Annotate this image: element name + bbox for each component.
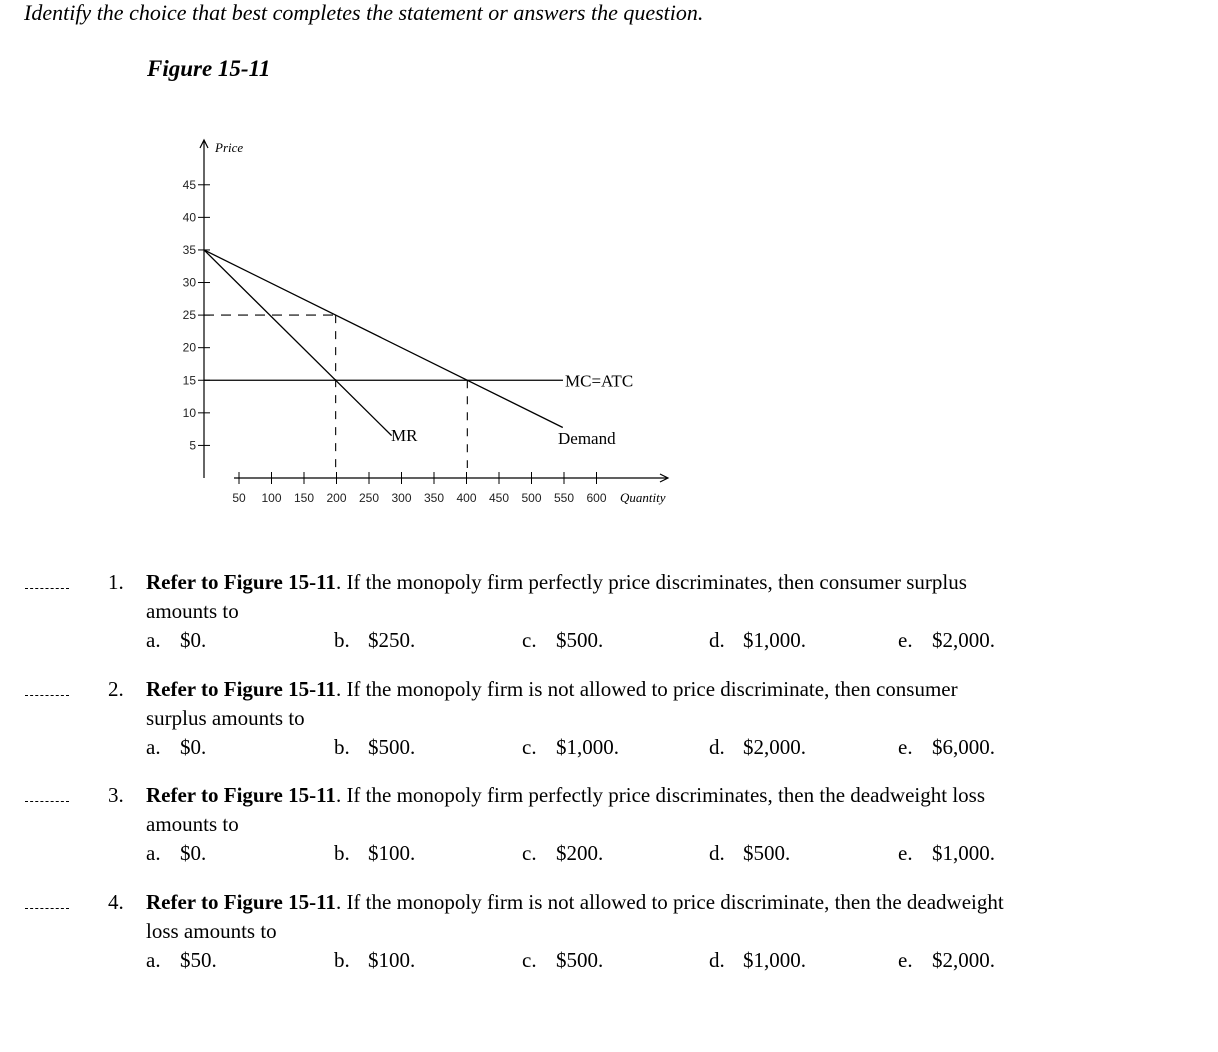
choice-e[interactable] (898, 841, 995, 866)
choice-text: $1,000. (743, 628, 806, 652)
choice-text: $1,000. (932, 841, 995, 865)
question-number: 1. (108, 570, 124, 594)
question-number: 3. (108, 783, 124, 807)
choice-text: $100. (368, 948, 416, 972)
x-tick-label: 150 (293, 491, 315, 505)
x-tick-label: 200 (326, 491, 347, 505)
y-tick-label: 35 (182, 242, 196, 257)
choice-text: $0. (180, 735, 207, 759)
choice-e[interactable] (898, 735, 995, 760)
choice-text: $500. (556, 628, 604, 652)
question-text (146, 890, 1004, 915)
choice-letter: b. (334, 841, 350, 865)
x-tick-label: 400 (456, 491, 477, 505)
x-tick-label: 100 (261, 491, 282, 505)
choice-d[interactable] (709, 735, 806, 760)
x-tick-label: 250 (358, 491, 380, 505)
choice-letter: a. (146, 948, 161, 972)
choice-a[interactable] (146, 735, 206, 760)
choice-letter: c. (522, 735, 537, 759)
demand-line (204, 250, 563, 428)
choice-e[interactable] (898, 628, 995, 653)
x-tick-label: 450 (488, 491, 510, 505)
answer-blank[interactable] (25, 801, 69, 802)
choice-text: $500. (743, 841, 791, 865)
mr-label: MR (391, 426, 418, 445)
choice-letter: e. (898, 841, 913, 865)
question-number: 2. (108, 677, 124, 701)
choice-c[interactable] (522, 841, 603, 866)
answer-blank[interactable] (25, 695, 69, 696)
y-tick-label: 45 (182, 177, 196, 192)
choice-text: $200. (556, 841, 604, 865)
x-tick-label: 500 (521, 491, 542, 505)
y-tick-label: 40 (182, 210, 196, 225)
question-number: 4. (108, 890, 124, 914)
choice-letter: b. (334, 628, 350, 652)
choice-text: $500. (368, 735, 416, 759)
choice-letter: c. (522, 628, 537, 652)
choice-letter: b. (334, 948, 350, 972)
x-axis-label: Quantity (620, 490, 666, 505)
choice-text: $0. (180, 628, 207, 652)
mc-atc-label: MC=ATC (565, 371, 634, 391)
choice-letter: a. (146, 735, 161, 759)
choice-text: $2,000. (743, 735, 806, 759)
choice-c[interactable] (522, 948, 603, 973)
choice-d[interactable] (709, 841, 790, 866)
choice-letter: c. (522, 948, 537, 972)
question-text-rest: . If the monopoly firm is not allowed to price discriminate, then consumer (335, 677, 958, 701)
x-tick-label: 600 (586, 491, 607, 505)
y-tick-label: 20 (182, 340, 196, 355)
choice-a[interactable] (146, 841, 206, 866)
choice-text: $250. (368, 628, 416, 652)
question-text (146, 570, 967, 595)
choice-letter: e. (898, 628, 913, 652)
choice-letter: d. (709, 948, 725, 972)
choice-letter: a. (146, 628, 161, 652)
choice-c[interactable] (522, 735, 619, 760)
choice-letter: a. (146, 841, 161, 865)
choice-text: $50. (180, 948, 217, 972)
y-tick-label: 25 (182, 308, 196, 323)
y-tick-label: 15 (182, 373, 196, 388)
choice-e[interactable] (898, 948, 995, 973)
answer-blank[interactable] (25, 588, 69, 589)
choice-b[interactable] (334, 841, 415, 866)
instructions: Identify the choice that best completes the statement or answers the question. (24, 0, 704, 25)
y-tick-label: 5 (189, 438, 196, 453)
answer-blank[interactable] (25, 908, 69, 909)
choice-b[interactable] (334, 948, 415, 973)
x-tick-label: 350 (423, 491, 445, 505)
question-text-line2: amounts to (146, 812, 239, 836)
question-text-line2: surplus amounts to (146, 706, 305, 730)
choice-letter: d. (709, 841, 725, 865)
choice-text: $6,000. (932, 735, 995, 759)
choice-d[interactable] (709, 948, 806, 973)
y-tick-label: 30 (182, 275, 196, 290)
mr-line (204, 250, 392, 436)
question-text (146, 783, 985, 808)
question-text-line2: amounts to (146, 599, 239, 623)
choice-letter: d. (709, 628, 725, 652)
choice-letter: c. (522, 841, 537, 865)
y-tick-label: 10 (182, 405, 196, 420)
x-tick-label: 300 (391, 491, 412, 505)
choice-text: $1,000. (743, 948, 806, 972)
question-text-line2: loss amounts to (146, 919, 277, 943)
question-text-rest: . If the monopoly firm perfectly price discriminates, then the deadweight loss (335, 783, 985, 807)
x-tick-label: 50 (232, 491, 246, 505)
figure-reference: Refer to Figure 15-11 (146, 677, 336, 701)
figure-reference: Refer to Figure 15-11 (146, 890, 336, 914)
question-text-rest: . If the monopoly firm perfectly price discriminates, then consumer surplus (335, 570, 967, 594)
question-text-rest: . If the monopoly firm is not allowed to price discriminate, then the deadweight (335, 890, 1004, 914)
choice-text: $2,000. (932, 948, 995, 972)
question-text (146, 677, 958, 702)
choice-b[interactable] (334, 735, 415, 760)
choice-text: $100. (368, 841, 416, 865)
choice-text: $2,000. (932, 628, 995, 652)
y-axis-label: Price (215, 140, 244, 155)
choice-text: $500. (556, 948, 604, 972)
choice-text: $1,000. (556, 735, 619, 759)
figure-reference: Refer to Figure 15-11 (146, 783, 336, 807)
choice-c[interactable] (522, 628, 603, 653)
choice-a[interactable] (146, 628, 206, 653)
choice-d[interactable] (709, 628, 806, 653)
choice-b[interactable] (334, 628, 415, 653)
choice-a[interactable] (146, 948, 217, 973)
demand-label: Demand (558, 429, 616, 448)
x-tick-label: 550 (553, 491, 575, 505)
figure-title: Figure 15-11 (147, 56, 271, 81)
choice-letter: e. (898, 948, 913, 972)
choice-text: $0. (180, 841, 207, 865)
choice-letter: b. (334, 735, 350, 759)
choice-letter: d. (709, 735, 725, 759)
choice-letter: e. (898, 735, 913, 759)
figure-reference: Refer to Figure 15-11 (146, 570, 336, 594)
